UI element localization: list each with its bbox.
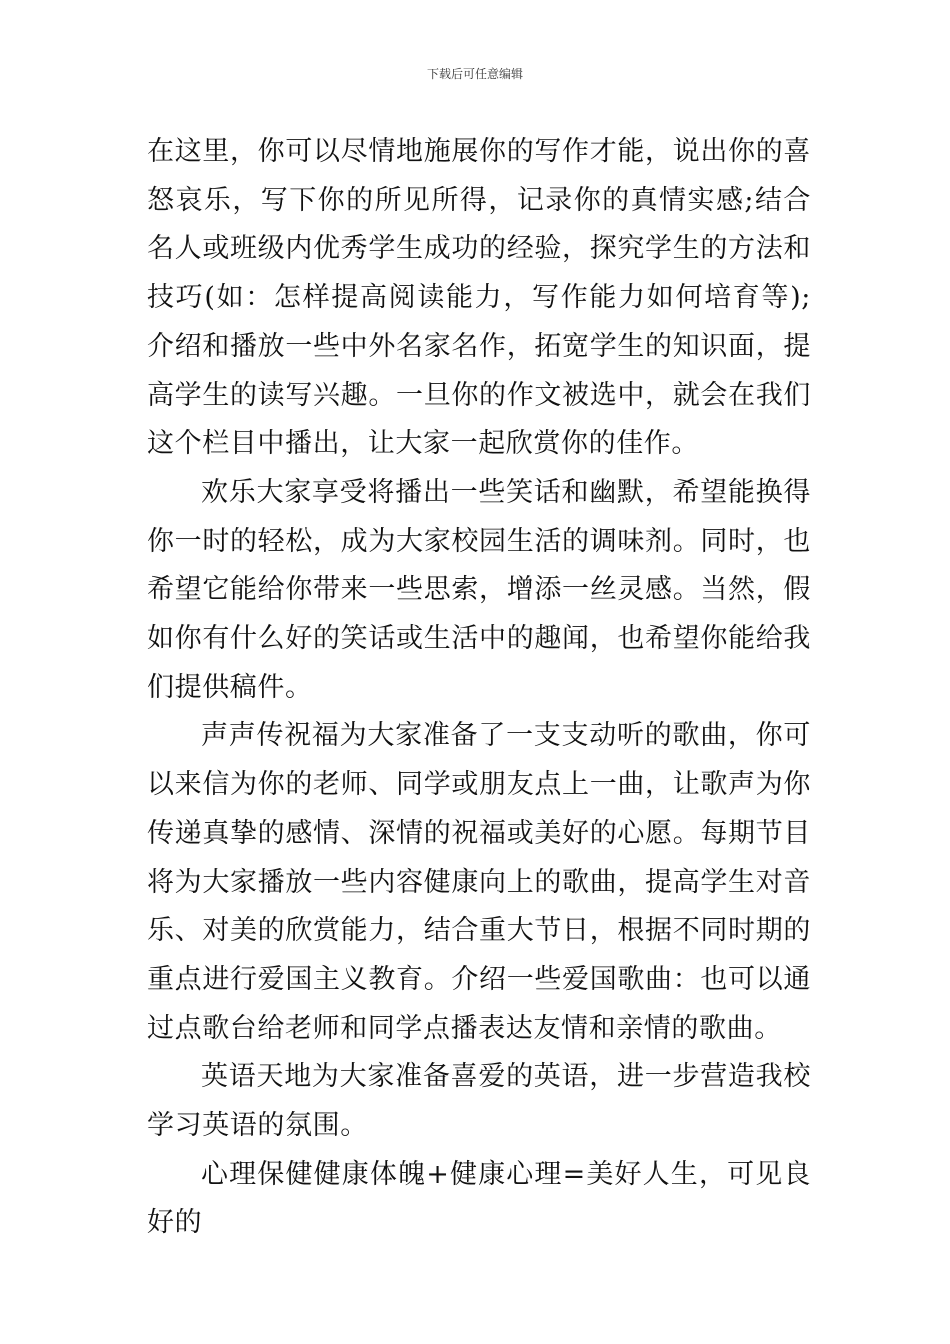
paragraph-english-section: 英语天地为大家准备喜爱的英语，进一步营造我校学习英语的氛围。 [147, 1061, 811, 1142]
paragraph-psychology-section: 心理保健健康体魄+健康心理=美好人生，可见良好的 [147, 1158, 811, 1239]
paragraph-humor-section: 欢乐大家享受将播出一些笑话和幽默，希望能换得你一时的轻松，成为大家校园生活的调味剂。同时，也希望它能给你带来一些思索，增添一丝灵感。当然，假如你有什么好的笑话或生活中的趣闻，也希望你能给我们提供稿件。 [147, 476, 811, 703]
page-header: 下载后可任意编辑 [426, 67, 523, 81]
paragraph-song-section: 声声传祝福为大家准备了一支支动听的歌曲，你可以来信为你的老师、同学或朋友点上一曲，让歌声为你传递真挚的感情、深情的祝福或美好的心愿。每期节目将为大家播放一些内容健康向上的歌曲，提高学生对音乐、对美的欣赏能力，结合重大节日，根据不同时期的重点进行爱国主义教育。介绍一些爱国歌曲：也可以通过点歌台给老师和同学点播表达友情和亲情的歌曲。 [147, 720, 811, 1044]
paragraph-writing-section: 在这里，你可以尽情地施展你的写作才能，说出你的喜怒哀乐，写下你的所见所得，记录你的真情实感;结合名人或班级内优秀学生成功的经验，探究学生的方法和技巧(如：怎样提高阅读能力，写作能力如何培育等);介绍和播放一些中外名家名作，拓宽学生的知识面，提高学生的读写兴趣。一旦你的作文被选中，就会在我们这个栏目中播出，让大家一起欣赏你的佳作。 [147, 136, 811, 460]
document-body [147, 128, 811, 1248]
